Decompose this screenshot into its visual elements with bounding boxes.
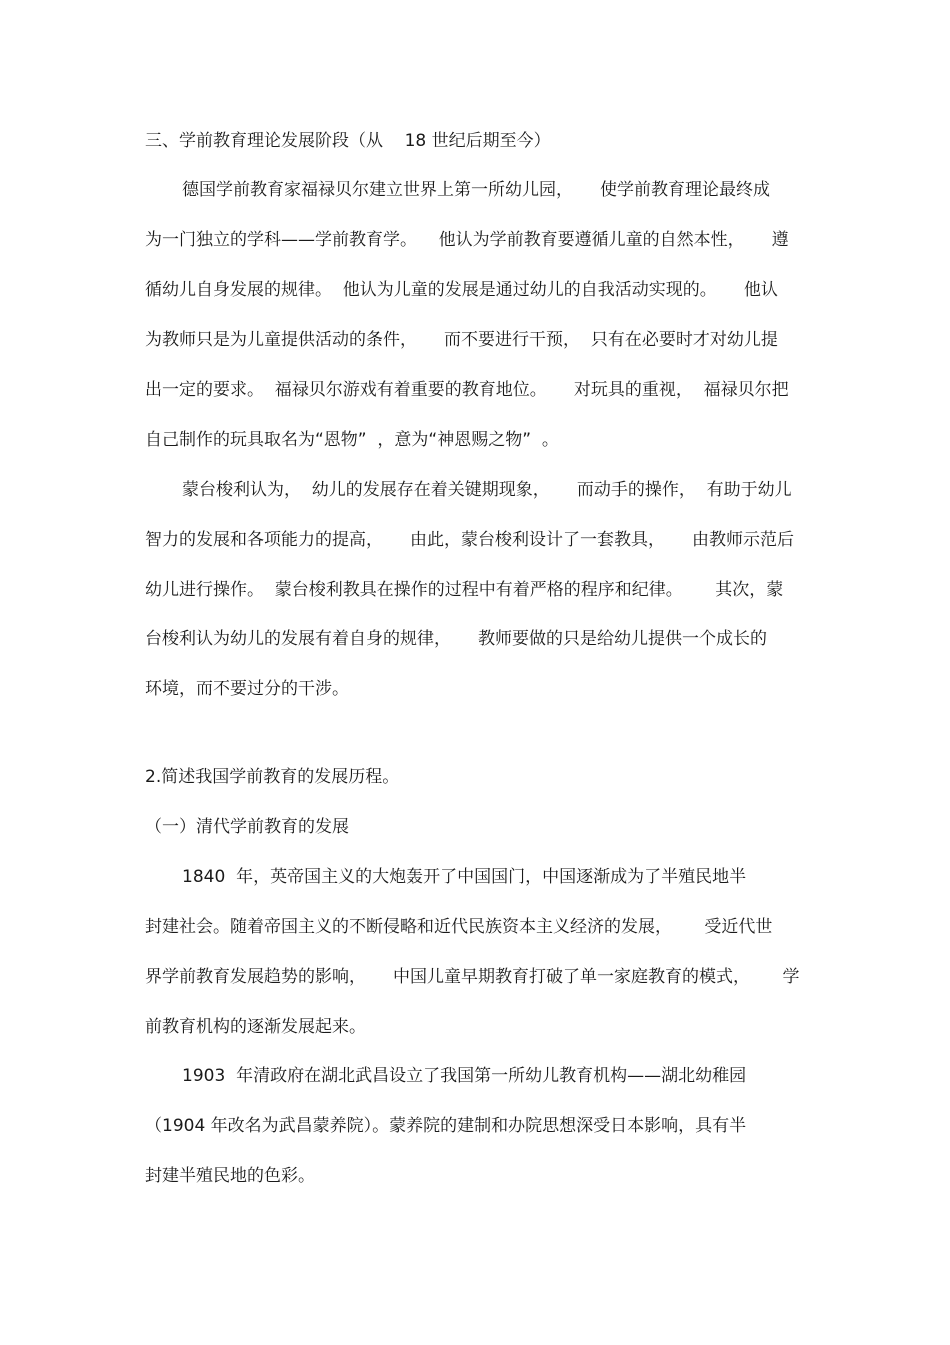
paragraph-line: 出一定的要求。 福禄贝尔游戏有着重要的教育地位。 对玩具的重视， 福禄贝尔把 [145,380,789,400]
paragraph-line: 封建半殖民地的色彩。 [145,1166,315,1186]
paragraph-line: 1903 年清政府在湖北武昌设立了我国第一所幼儿教育机构——湖北幼稚园 [182,1066,747,1086]
paragraph-line: 环境，而不要过分的干涉。 [145,679,349,699]
paragraph-line: 封建社会。随着帝国主义的不断侵略和近代民族资本主义经济的发展， 受近代世 [145,917,773,937]
paragraph-line: 台梭利认为幼儿的发展有着自身的规律， 教师要做的只是给幼儿提供一个成长的 [145,629,768,649]
paragraph-line: 界学前教育发展趋势的影响， 中国儿童早期教育打破了单一家庭教育的模式， 学 [145,967,800,987]
question-heading: 2.简述我国学前教育的发展历程。 [145,767,400,787]
paragraph-line: 为一门独立的学科——学前教育学。 他认为学前教育要遵循儿童的自然本性， 遵 [145,230,789,250]
paragraph-line: 自己制作的玩具取名为“恩物” ，意为“神恩赐之物” 。 [145,430,559,450]
subsection-heading: （一）清代学前教育的发展 [145,817,349,837]
paragraph-line: （1904 年改名为武昌蒙养院）。蒙养院的建制和办院思想深受日本影响，具有半 [145,1116,747,1136]
paragraph-line: 德国学前教育家福禄贝尔建立世界上第一所幼儿园， 使学前教育理论最终成 [182,180,771,200]
paragraph-line: 循幼儿自身发展的规律。 他认为儿童的发展是通过幼儿的自我活动实现的。 他认 [145,280,778,300]
paragraph-line: 幼儿进行操作。 蒙台梭利教具在操作的过程中有着严格的程序和纪律。 其次，蒙 [145,580,784,600]
paragraph-line: 为教师只是为儿童提供活动的条件， 而不要进行干预， 只有在必要时才对幼儿提 [145,330,778,350]
paragraph-line: 1840 年，英帝国主义的大炮轰开了中国国门，中国逐渐成为了半殖民地半 [182,867,747,887]
paragraph-line: 智力的发展和各项能力的提高， 由此，蒙台梭利设计了一套教具， 由教师示范后 [145,530,795,550]
paragraph-line: 蒙台梭利认为， 幼儿的发展存在着关键期现象， 而动手的操作， 有助于幼儿 [182,480,792,500]
section-heading: 三、学前教育理论发展阶段（从 18 世纪后期至今） [145,131,551,151]
paragraph-line: 前教育机构的逐渐发展起来。 [145,1017,366,1037]
